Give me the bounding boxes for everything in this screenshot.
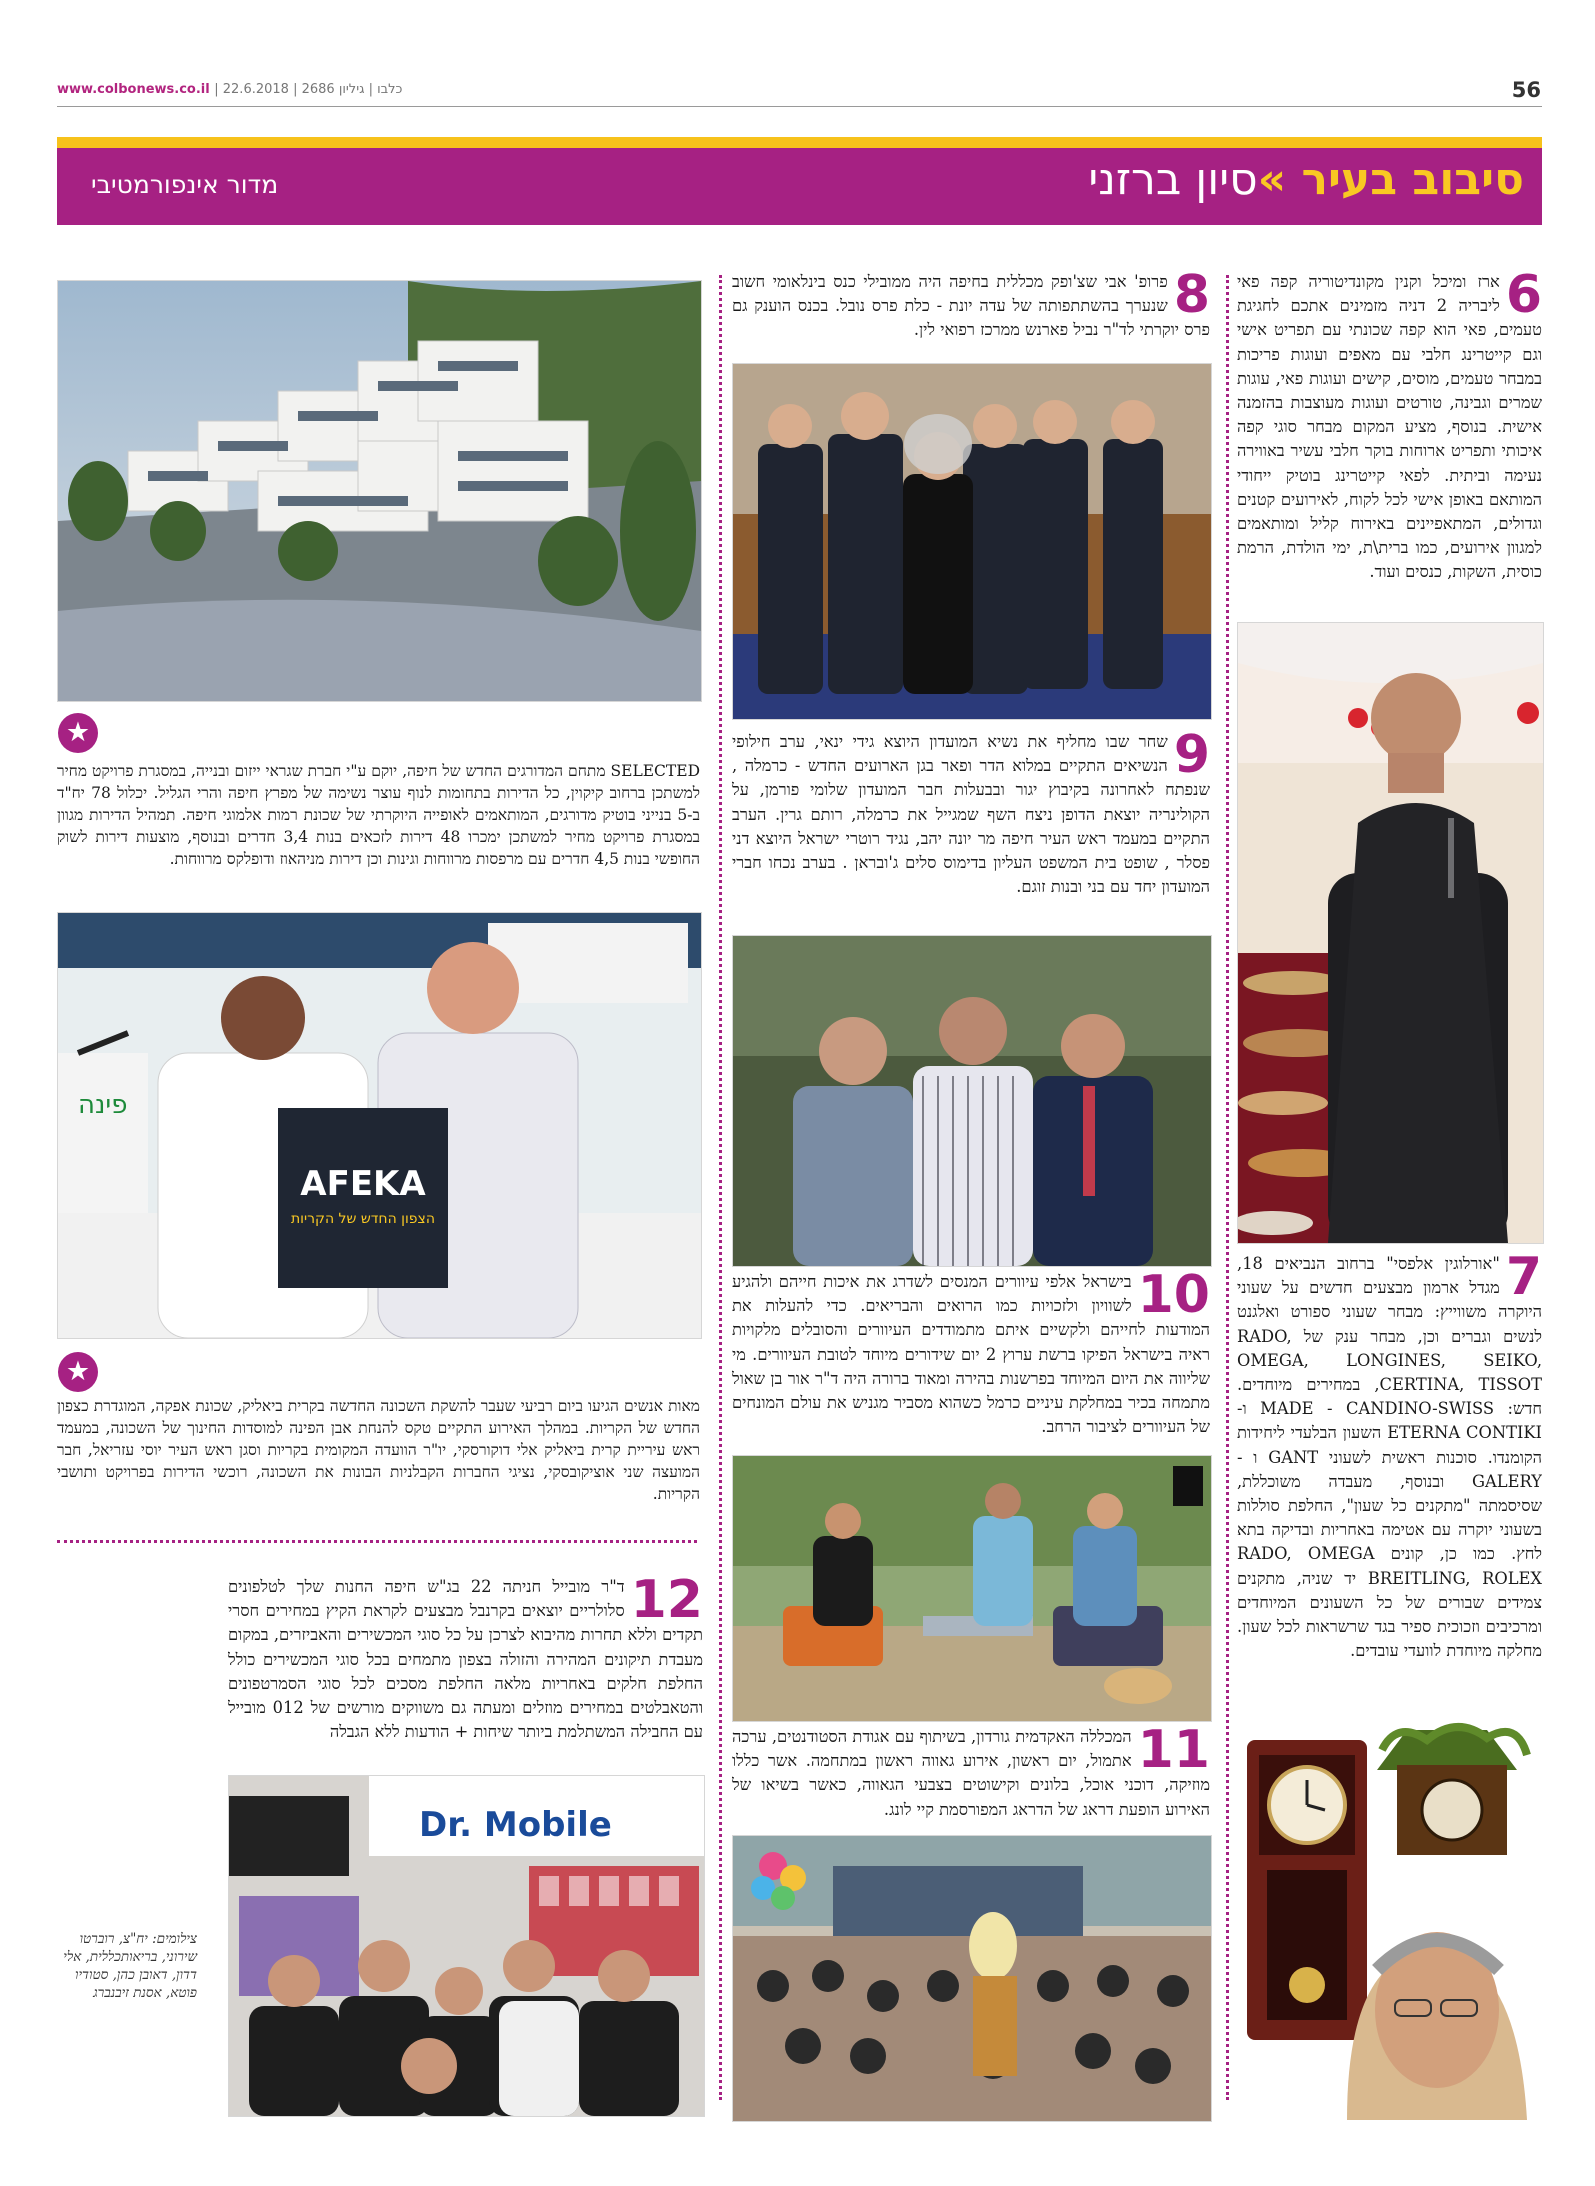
section-author: סיון ברזני xyxy=(1088,154,1258,205)
afeka-logo-text: AFEKA xyxy=(300,1164,426,1204)
item-8 xyxy=(732,270,1210,370)
site-link[interactable]: www.colbonews.co.il xyxy=(57,82,210,97)
afeka-slogan-text: הצפון החדש של הקריות xyxy=(290,1211,436,1227)
item-text: שחר שבו מחליף את נשיא המועדון היוצא גידי ינאי, ערב חילופי הנשיאים התקיים במלוא הדר ופאר בגן הארועים החדש - כרמלה , שנפתח לאחרונה בקיבוץ יגור ובבעלות חבר המועדון שלומי פורמן, על הקולינריה יוצאת הדופן ניצח השף שמגייל את כרמלה, רותם גרין. הערב התקיים במעמד ראש העיר חיפה מר יונה יהב, נגיד רוטרי ישראל היוצא דני פסלר , שופט בית המשפט העליון בדימוס סלים ג'ובראן . בערב נכחו חברי המועדון יחד עם בני ובנות זוגם. xyxy=(732,732,1210,897)
double-arrow-icon: » xyxy=(1257,154,1287,205)
section-title-text: סיבוב בעיר xyxy=(1301,154,1524,205)
dr-mobile-store-photo xyxy=(228,1775,705,2117)
star-icon: ★ xyxy=(58,713,98,753)
section-subtitle: מדור אינפורמטיבי xyxy=(91,170,279,199)
afeka-caption: מאות אנשים הגיעו ביום רביעי שעבר להשקת השכונה החדשה בקרית ביאליק, שכונת אפקה, המוגדרת כצפון החדש של הקריות. במהלך האירוע התקיים טקס להנחת אבן הפינה למוסדות החינוך של השכונה, במעמד ראש עיריית קרית ביאליק אלי דוקורסקי, יו"ר הוועדה המקומית בקריות וסגן ראש העיר יוסי עזריאל, חבר המועצה שני אוציקובסקי, נציגי החברות הקבלניות הבונות את השכונה, רוכשי הדירות בפרויקט ותושבי הקריות. xyxy=(57,1397,700,1503)
item-number: 12 xyxy=(630,1575,703,1630)
item-number: 6 xyxy=(1505,270,1542,325)
item-text: "אורלוגין אלפסי" ברחוב הנביאים 18, מגדל ארמון מבצעים חדשים על שעוני היוקרה משווייץ: מבחר שעוני ספורט ואלגנט לנשים וגברים וכן, מבחר ענק של RADO, OMEGA, LONGINES, SEIKO, CERTINA, TISSOT, במחירים מיוחדים. חדש: MADE - CANDINO-SWISS ו- ETERNA CONTIKI השעון הבלעדי ליחידות הקומנדו. סוכנות ראשית לשעוני GANT ו - GALERY ובנוסף, מעבדה משוכללת, שסיסמתה "מתקנים כל שעון", החלפת סוללות בשעוני יוקרה עם אטימה באחריות ובדיקה בתא לחץ. כמו כן, קונים RADO, OMEGA BREITLING, ROLEX יד שניה, מתקנים צמידים שבורים של כל השעונים המיוחדים ומרכיבים וזכוכית ספיר בגד שרשראות לכל שעון. מחלקה מיוחדת לוועדי עובדים. xyxy=(1237,1254,1542,1661)
item-text: ארז ומיכל וקנין מקונדיטוריה קפה פאי ליבריה 2 דניה מזמינים אתכם לחגיגת טעמים, פאי הוא קפה שכונתי עם תפריט אישי וגם קייטרינג חלבי עם מאפים ועוגות פריכות במבחר טעמים, מוסים, קישים ועוגות פאי, עוגות שמרים וגבינה, טורטים ועוגות מעוצבות בהזמנה אישית. בנוסף, מציע המקום מבחר סוגי קפה איכותי ותפריט ארוחות בוקר חלבי עשיר באווירה נעימה וביתית. לפאי קייטרינג בוטיק ייחודי המותאם באופן אישי לכל לקוח, לאירועים קטנים וגדולים, המתאפיינים באירוח קליל ומותאמים למגוון אירועים, כמו ברית\ת, ימי הולדת, הרמת כוסית, השקות, כנסים ועוד. xyxy=(1237,272,1542,582)
rotary-photo xyxy=(732,935,1212,1267)
star-icon: ★ xyxy=(58,1352,98,1392)
blind-interview-photo xyxy=(732,1455,1212,1722)
row-divider xyxy=(57,1540,697,1543)
item-text: פרופ' אבי שצ'ופק מכללית בחיפה היה ממובילי כנס בינלאומי חשוב שנערך בהשתתפותה של עדה יונת - כלת פרס נובל. בכנס הוענק גם פרס יוקרתי לד"ר נביל פארנש ממרכז רפואי לין. xyxy=(732,272,1210,340)
item-10 xyxy=(732,1270,1210,1440)
item-number: 7 xyxy=(1505,1252,1542,1307)
pride-event-photo xyxy=(732,1835,1212,2122)
item-7 xyxy=(1237,1252,1542,1712)
clocks-photo xyxy=(1237,1710,1542,2120)
page-number: 56 xyxy=(1511,78,1541,102)
item-text: ד"ר מובייל חניתה 22 בג"ש חיפה החנות שלך לטלפונים סלולריים יוצאים בקרנבל מבצעים לקראת הקיץ במחירים חסרי תקדים וללא תחרות מהיבוא לצרכן על כל סוגי המכשירים והאביזרים, במקום מעבדת תיקונים המהירה והזולה בצפון מתמחים בכל סוגי המכשירים כולל החלפת חלקים באחריות מלאה החלפת מסכים לכל סוגי הסמרטפונים והטאבלטים במחירים מוזלים ומעתה גם משווקים מורשים של 012 מובייל עם החבילה המשתלמת ביותר שיחות + הודעות ללא הגבלה xyxy=(228,1577,703,1742)
column-divider xyxy=(719,275,722,2100)
header-divider xyxy=(57,106,1542,107)
item-6 xyxy=(1237,270,1542,616)
chef-photo xyxy=(1237,622,1544,1244)
item-number: 9 xyxy=(1173,730,1210,785)
item-11 xyxy=(732,1725,1210,1825)
selected-project-caption: SELECTED מתחם המדורגים החדש של חיפה, יוקם ע"י חברת שגראי ייזום ובנייה, במסגרת פרויקט מחיר למשתכן ברחוב קיקוין, כל הדירות בתחומות לנוף עוצר נשימה של מפרץ חיפה והרי הגליל. יכלול 78 יח"ד ב-5 בנייני בוטיק מדורגים, המותאמים לאופייה היוקרתי של שכונת רמות אלמוגי חיפה. תמהיל הדירות מגוון במסגרת פרויקט מחיר למשתכן ימכרו 48 דירות לזכאים בנות 3,4 חדרים ובנוסף, מוצעות דירות לשוק החופשי בנות 4,5 חדרים עם מרפסות מרווחות וגינות וכן דירות מניהאוז ודופלקס מרווחות. xyxy=(57,762,700,868)
item-number: 11 xyxy=(1137,1725,1210,1780)
banner-text: פינה xyxy=(78,1090,128,1120)
item-text: בישראל אלפי עיוורים המנסים לשדרג את איכות חייהם ולהגיע לשוויון ולזכויות כמו הרואים והבריאים. כדי להעלות את המודעות לחייהם ולקשיים איתם מתמודדים העיוורים והסובלים מלקויות ראיה בישראל הפיקו ברשת ערוץ 2 יום שידורים מיוחד לטובת העיוורים. מי שליווה את היום המיוחד בפרשנות בהירה ומאוד ברורה היה ד"ר אור בן שאול מתמחה בכיר במחלקת עיניים כרמל כשהוא מסביר מגניש את עולם המונחים של העיוורים לציבור הרחב. xyxy=(732,1272,1210,1437)
item-number: 10 xyxy=(1137,1270,1210,1325)
section-banner xyxy=(57,148,1542,225)
item-12 xyxy=(228,1575,703,1775)
afeka-launch-photo xyxy=(57,912,702,1339)
selected-project-rendering xyxy=(57,280,702,702)
issue-info: | כלבו | גיליון 2686 | 22.6.2018 xyxy=(214,82,403,97)
banner-accent-bar xyxy=(57,137,1542,148)
site-url[interactable] xyxy=(57,82,402,97)
photo-credits: צילומים: יח"צ, רוברטו שירוני, בריאותכללית, אלי דדון, דאובן כהן, סטודיו פוטא, אסנת זיבנברג xyxy=(63,1931,197,2001)
conference-photo xyxy=(732,363,1212,720)
section-title xyxy=(1088,154,1524,205)
item-9 xyxy=(732,730,1210,930)
item-number: 8 xyxy=(1173,270,1210,325)
column-divider xyxy=(1226,275,1229,2100)
dr-mobile-sign-text: Dr. Mobile xyxy=(419,1805,612,1845)
item-text: המכללה האקדמית גורדון, בשיתוף עם אגודת הסטודנטים, ערכה אתמול, יום ראשון, אירוע גאווה ראשון במתחמה. אשר כללו מוזיקה, דוכני אוכל, בלונים וקישוטים בצבעי הגאווה, כאשר בשיאו של האירוע הופעת דראג של הדראג המפורסמת קיי לונג. xyxy=(732,1727,1210,1819)
